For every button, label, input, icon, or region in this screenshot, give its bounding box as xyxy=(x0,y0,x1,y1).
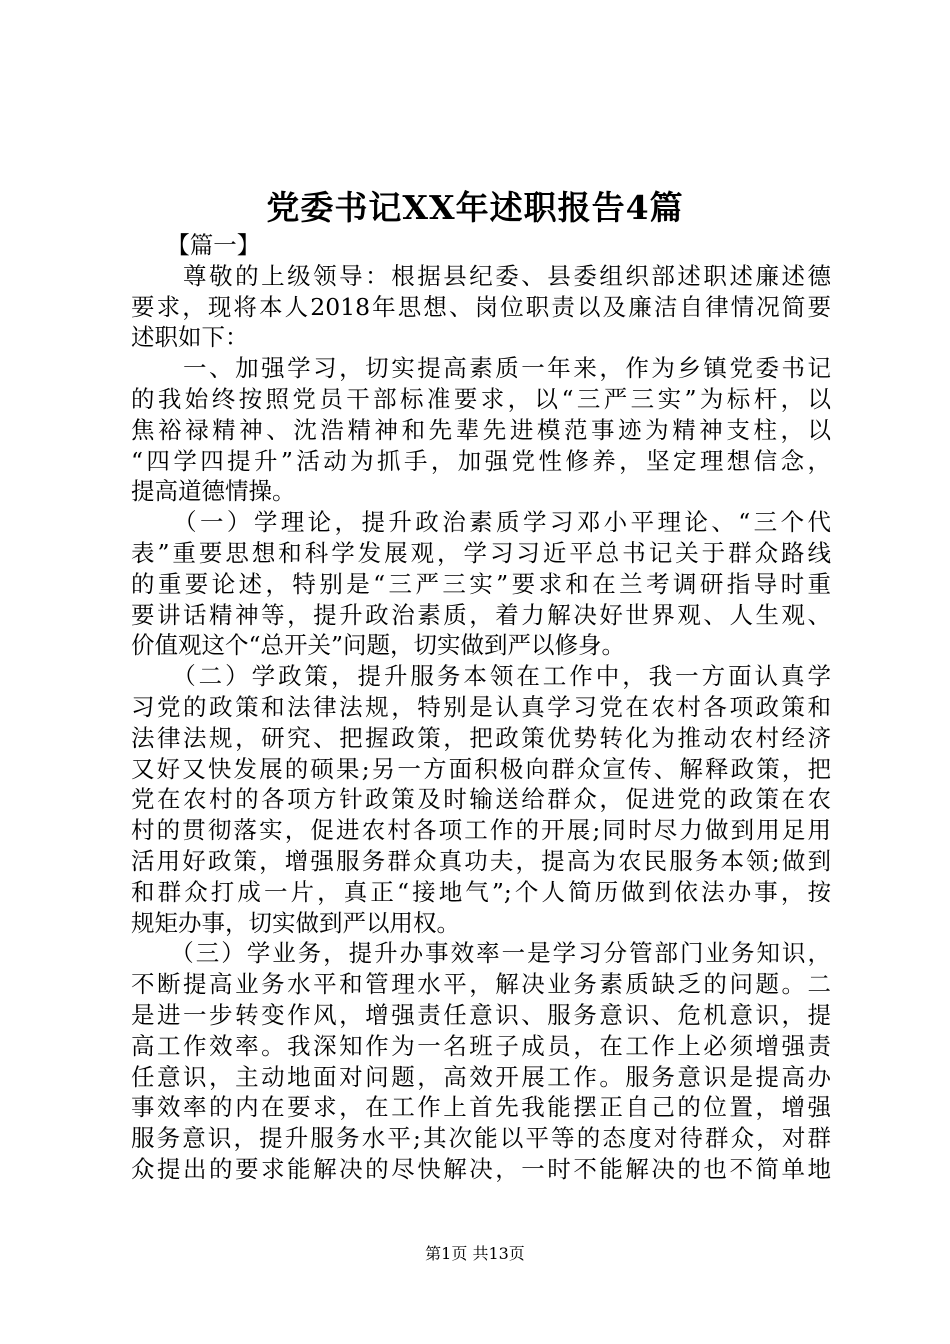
body-text-line: 服务意识，提升服务水平;其次能以平等的态度对待群众，对群 xyxy=(131,1124,831,1153)
body-text-line: （二）学政策，提升服务本领在工作中，我一方面认真学 xyxy=(131,662,831,691)
body-text-line: （一）学理论，提升政治素质学习邓小平理论、“三个代 xyxy=(131,508,831,537)
body-text-line: 的重要论述，特别是“三严三实”要求和在兰考调研指导时重 xyxy=(131,569,831,598)
body-text-line: 价值观这个“总开关”问题，切实做到严以修身。 xyxy=(131,631,626,660)
body-text-line: 述职如下： xyxy=(131,323,249,352)
body-text-line: 事效率的内在要求，在工作上首先我能摆正自己的位置，增强 xyxy=(131,1093,831,1122)
body-text-line: 活用好政策，增强服务群众真功夫，提高为农民服务本领;做到 xyxy=(131,846,831,875)
document-body xyxy=(131,230,831,1185)
page-title: 党委书记XX年述职报告4篇 xyxy=(266,188,684,227)
body-text-line: 提高道德情操。 xyxy=(131,477,296,506)
body-text-line: 规矩办事，切实做到严以用权。 xyxy=(131,908,460,937)
body-text-line: 【篇一】 xyxy=(131,231,261,259)
body-text-line: 要求，现将本人2018年思想、岗位职责以及廉洁自律情况简要 xyxy=(131,292,831,321)
body-text-line: 是进一步转变作风，增强责任意识、服务意识、危机意识，提 xyxy=(131,1000,831,1029)
body-text-line: 和群众打成一片，真正“接地气”;个人简历做到依法办事，按 xyxy=(131,877,831,906)
body-text-line: “四学四提升”活动为抓手，加强党性修养，坚定理想信念， xyxy=(131,446,831,475)
body-text-line: 的我始终按照党员干部标准要求，以“三严三实”为标杆，以 xyxy=(131,384,831,413)
body-text-line: 村的贯彻落实，促进农村各项工作的开展;同时尽力做到用足用 xyxy=(131,816,831,845)
body-text-line: 党在农村的各项方针政策及时输送给群众，促进党的政策在农 xyxy=(131,785,831,814)
body-text-line: 焦裕禄精神、沈浩精神和先辈先进模范事迹为精神支柱，以 xyxy=(131,415,831,444)
body-text-line: （三）学业务，提升办事效率一是学习分管部门业务知识， xyxy=(131,939,831,968)
body-text-line: 又好又快发展的硕果;另一方面积极向群众宣传、解释政策，把 xyxy=(131,754,831,783)
body-text-line: 一、加强学习，切实提高素质一年来，作为乡镇党委书记 xyxy=(131,354,831,383)
body-text-line: 尊敬的上级领导：根据县纪委、县委组织部述职述廉述德 xyxy=(131,261,831,290)
body-text-line: 法律法规，研究、把握政策，把政策优势转化为推动农村经济 xyxy=(131,723,831,752)
page-footer: 第1页 共13页 xyxy=(425,1244,525,1263)
body-text-line: 高工作效率。我深知作为一名班子成员，在工作上必须增强责 xyxy=(131,1031,831,1060)
body-text-line: 不断提高业务水平和管理水平，解决业务素质缺乏的问题。二 xyxy=(131,970,831,999)
body-text-line: 众提出的要求能解决的尽快解决，一时不能解决的也不简单地 xyxy=(131,1154,831,1183)
body-text-line: 要讲话精神等，提升政治素质，着力解决好世界观、人生观、 xyxy=(131,600,831,629)
body-text-line: 表”重要思想和科学发展观，学习习近平总书记关于群众路线 xyxy=(131,538,831,567)
body-text-line: 习党的政策和法律法规，特别是认真学习党在农村各项政策和 xyxy=(131,692,831,721)
body-text-line: 任意识，主动地面对问题，高效开展工作。服务意识是提高办 xyxy=(131,1062,831,1091)
